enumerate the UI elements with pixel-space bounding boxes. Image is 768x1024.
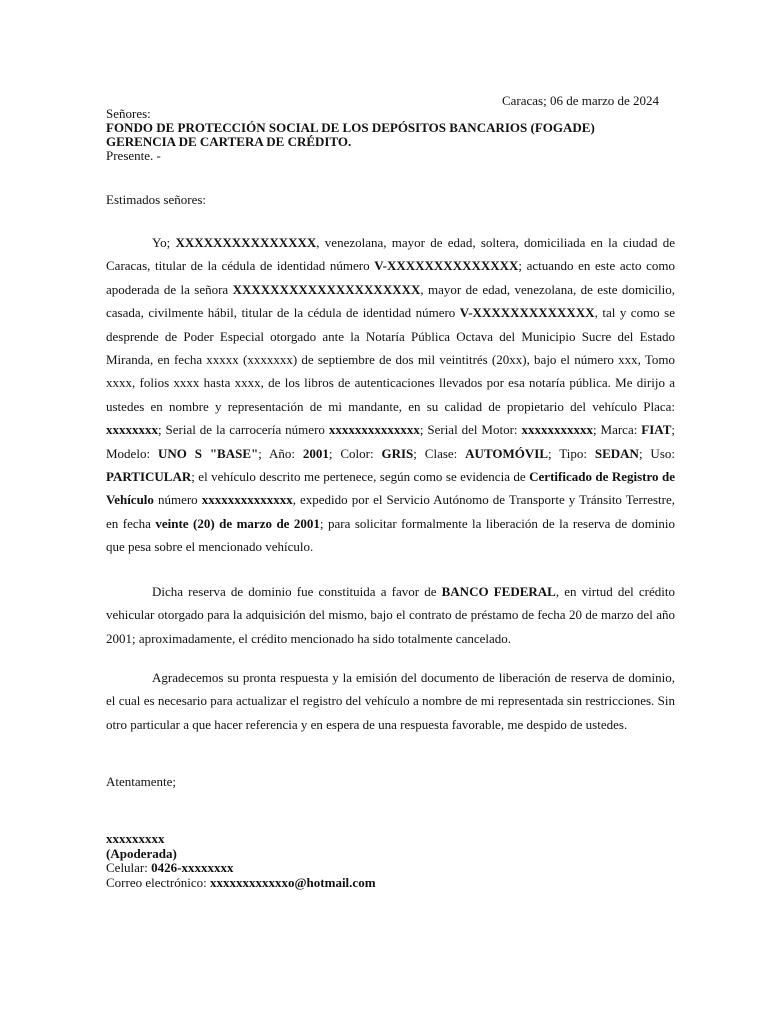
text-run: Dicha reserva de dominio fue constituida a favor de xyxy=(152,584,442,599)
email-label: Correo electrónico: xyxy=(106,874,210,890)
bold-run: xxxxxxxx xyxy=(106,422,158,438)
bold-run: 2001 xyxy=(302,445,329,461)
body-paragraph-3 xyxy=(106,666,675,736)
presente-line: Presente. - xyxy=(106,148,161,163)
signatory-name: xxxxxxxxx xyxy=(106,831,165,846)
text-run: ; Modelo: xyxy=(106,422,675,461)
text-run: Agradecemos su pronta respuesta y la emisión del documento de liberación de reserva de dominio, el cual es necesario para actualizar el registro del vehículo a nombre de mi representada sin restricciones. Sin otro particular a que hacer referencia y en espera de una respuesta favorable, me despido de ustedes. xyxy=(106,670,675,732)
signature-block xyxy=(106,832,376,890)
bold-run: XXXXXXXXXXXXXXX xyxy=(175,235,317,250)
date-line: Caracas; 06 de marzo de 2024 xyxy=(501,93,659,108)
salutation-label: Señores: xyxy=(106,106,151,121)
text-run: , tal y como se desprende de Poder Especial otorgado ante la Notaría Pública Octava del Municipio Sucre del Estado Miranda, en fecha xxxxx (xxxxxxx) de septiembre de dos mil veintitrés (20xx), bajo el número xxx, Tomo xxxx, folios xxxx hasta xxxx, de los libros de autenticaciones llevados por esa notaría pública. Me dirijo a ustedes en nombre y representación de mi mandante, en su calidad de propietario del vehículo Placa: xyxy=(106,305,675,414)
greeting: Estimados señores: xyxy=(106,192,207,207)
email-address: xxxxxxxxxxxxo@hotmail.com xyxy=(209,874,376,890)
text-run: , en virtud del crédito vehicular otorgado para la adquisición del mismo, bajo el contrato de préstamo de fecha 20 de marzo del año 2001; aproximadamente, el crédito mencionado ha sido totalmente cancelado. xyxy=(106,584,675,646)
phone-label: Celular: xyxy=(106,860,152,876)
bold-run: xxxxxxxxxxxxxx xyxy=(328,422,420,438)
bold-run: BANCO FEDERAL xyxy=(441,584,556,599)
bold-run: V-XXXXXXXXXXXXX xyxy=(459,305,595,321)
recipient-institution: FONDO DE PROTECCIÓN SOCIAL DE LOS DEPÓSITOS BANCARIOS (FOGADE) xyxy=(106,120,595,135)
bold-run: AUTOMÓVIL xyxy=(465,445,548,461)
text-run: ; Color: xyxy=(328,445,382,461)
text-run: ; actuando en este acto como apoderada de la señora xyxy=(106,258,675,297)
text-run: ; el vehículo descrito me pertenece, según como se evidencia de xyxy=(191,469,530,485)
body-paragraph-2 xyxy=(106,580,675,650)
phone-line xyxy=(106,861,376,876)
bold-run: veinte (20) de marzo de 2001 xyxy=(155,515,320,531)
signatory-role: (Apoderada) xyxy=(106,845,177,861)
text-run: ; Tipo: xyxy=(548,445,595,461)
bold-run: PARTICULAR xyxy=(106,469,192,485)
bold-run: XXXXXXXXXXXXXXXXXXXX xyxy=(232,281,421,297)
bold-run: GRIS xyxy=(381,445,414,461)
text-run: ; Uso: xyxy=(638,445,675,461)
bold-run: UNO S "BASE" xyxy=(157,445,259,461)
recipient-block xyxy=(106,107,595,163)
text-run: , venezolana, mayor de edad, soltera, domiciliada en la ciudad de Caracas, titular de la cédula de identidad número xyxy=(106,235,676,274)
text-run: , expedido por el Servicio Autónomo de Transporte y Tránsito Terrestre, en fecha xyxy=(106,492,675,531)
text-run: Yo; xyxy=(152,235,176,250)
bold-run: V-XXXXXXXXXXXXXX xyxy=(374,258,519,274)
text-run: ; Marca: xyxy=(592,422,642,438)
text-run: ; Año: xyxy=(258,445,303,461)
bold-run: Certificado de Registro de Vehículo xyxy=(106,469,675,508)
text-run: número xyxy=(153,492,202,508)
text-run: ; Clase: xyxy=(413,445,466,461)
text-run: , mayor de edad, venezolana, de este domicilio, casada, civilmente hábil, titular de la cédula de identidad número xyxy=(106,281,675,321)
text-run: ; para solicitar formalmente la liberación de la reserva de dominio que pesa sobre el mencionado vehículo. xyxy=(106,515,675,555)
bold-run: FIAT xyxy=(641,422,672,438)
email-line xyxy=(106,876,376,891)
recipient-department: GERENCIA DE CARTERA DE CRÉDITO. xyxy=(106,134,352,149)
phone-number: 0426-xxxxxxxx xyxy=(151,860,234,876)
bold-run: xxxxxxxxxxxxxx xyxy=(201,492,293,508)
text-run: ; Serial del Motor: xyxy=(419,422,522,438)
text-run: ; Serial de la carrocería número xyxy=(158,422,329,438)
bold-run: xxxxxxxxxxx xyxy=(521,422,593,438)
closing-line: Atentamente; xyxy=(106,774,177,789)
body-paragraph-1 xyxy=(106,231,675,559)
bold-run: SEDAN xyxy=(594,445,639,461)
